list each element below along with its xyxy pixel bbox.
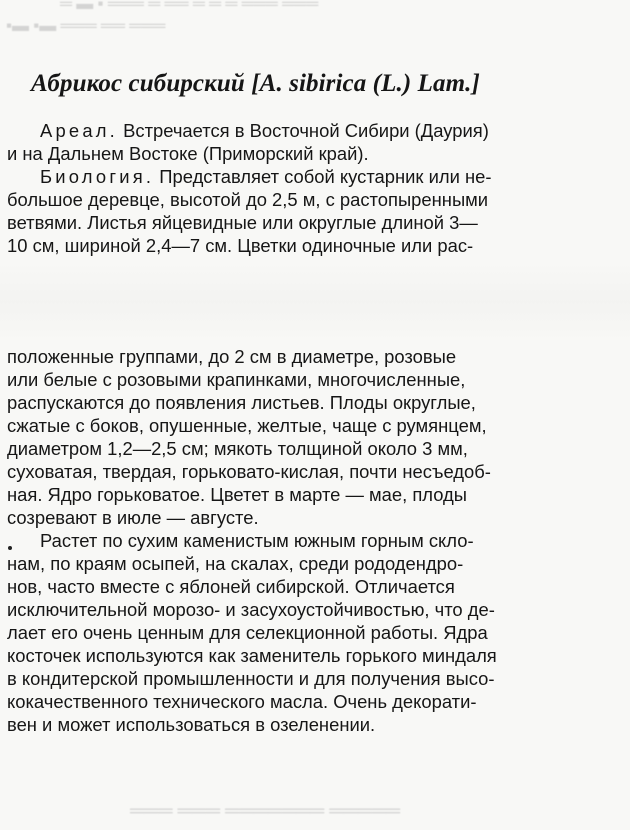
paragraph-habitat-line: нам, по краям осыпей, на скалах, среди рододендро- — [7, 553, 464, 574]
paragraph-biology-line: ветвями. Листья яйцевидные или округлые длиной 3— — [7, 212, 478, 233]
paragraph-habitat-line: нов, часто вместе с яблоней сибирской. Отличается — [7, 576, 455, 597]
biology-label: Биология. — [40, 166, 155, 187]
paragraph-continuation-line: ная. Ядро горьковатое. Цветет в марте — мае, плоды — [7, 484, 468, 505]
bleed-through-text: ▪▬ ▪▬ ═══ ══ ═══ — [6, 16, 166, 35]
paragraph-habitat-line: исключительной морозо- и засухоустойчивостью, что де- — [7, 599, 495, 620]
paragraph-biology-line: 10 см, шириной 2,4—7 см. Цветки одиночные или рас- — [7, 235, 474, 256]
paragraph-biology-line: Биология. Представляет собой кустарник или не- — [40, 166, 492, 187]
paragraph-habitat-line: в кондитерской промышленности и для получения высо- — [7, 668, 495, 689]
paragraph-habitat-line: лает его очень ценным для селекционной работы. Ядра — [7, 622, 488, 643]
paragraph-continuation-line: созревают в июле — августе. — [7, 507, 259, 528]
paragraph-habitat-line: Растет по сухим каменистым южным горным скло- — [40, 530, 474, 551]
bleed-through-text: ═══ ═══ ═══════ ═════ — [130, 800, 401, 822]
paragraph-habitat-line: косточек используются как заменитель горького миндаля — [7, 645, 497, 666]
text-block-lower — [7, 345, 623, 736]
paragraph-continuation-line: положенные группами, до 2 см в диаметре, розовые — [7, 346, 457, 367]
article-title: Абрикос сибирский [A. sibirica (L.) Lam.] — [31, 70, 480, 97]
paragraph-habitat-line: кокачественного технического масла. Очень декорати- — [7, 691, 477, 712]
text-block-upper — [7, 119, 623, 257]
paragraph-continuation-line: диаметром 1,2—2,5 см; мякоть толщиной около 3 мм, — [7, 438, 468, 459]
paragraph-areal-line: и на Дальнем Востоке (Приморский край). — [7, 143, 369, 164]
paragraph-continuation-line: распускаются до появления листьев. Плоды округлые, — [7, 392, 476, 413]
paragraph-areal-line: Ареал. Встречается в Восточной Сибири (Даурия) — [40, 120, 489, 141]
paragraph-continuation-line: сжатые с боков, опушенные, желтые, чаще с румянцем, — [7, 415, 487, 436]
scan-speck — [8, 546, 12, 550]
paragraph-habitat-line: вен и может использоваться в озеленении. — [7, 714, 376, 735]
bleed-through-text: ═ ▬ ▪ ═══ ═ ══ ═ ═ ═ ═══ ═══ — [60, 0, 319, 13]
paragraph-continuation-line: суховатая, твердая, горьковато-кислая, почти несъедоб- — [7, 461, 491, 482]
paragraph-continuation-line: или белые с розовыми крапинками, многочисленные, — [7, 369, 466, 390]
areal-label: Ареал. — [40, 120, 118, 141]
scan-artifact — [0, 262, 630, 342]
paragraph-biology-line: большое деревце, высотой до 2,5 м, с растопыренными — [7, 189, 489, 210]
